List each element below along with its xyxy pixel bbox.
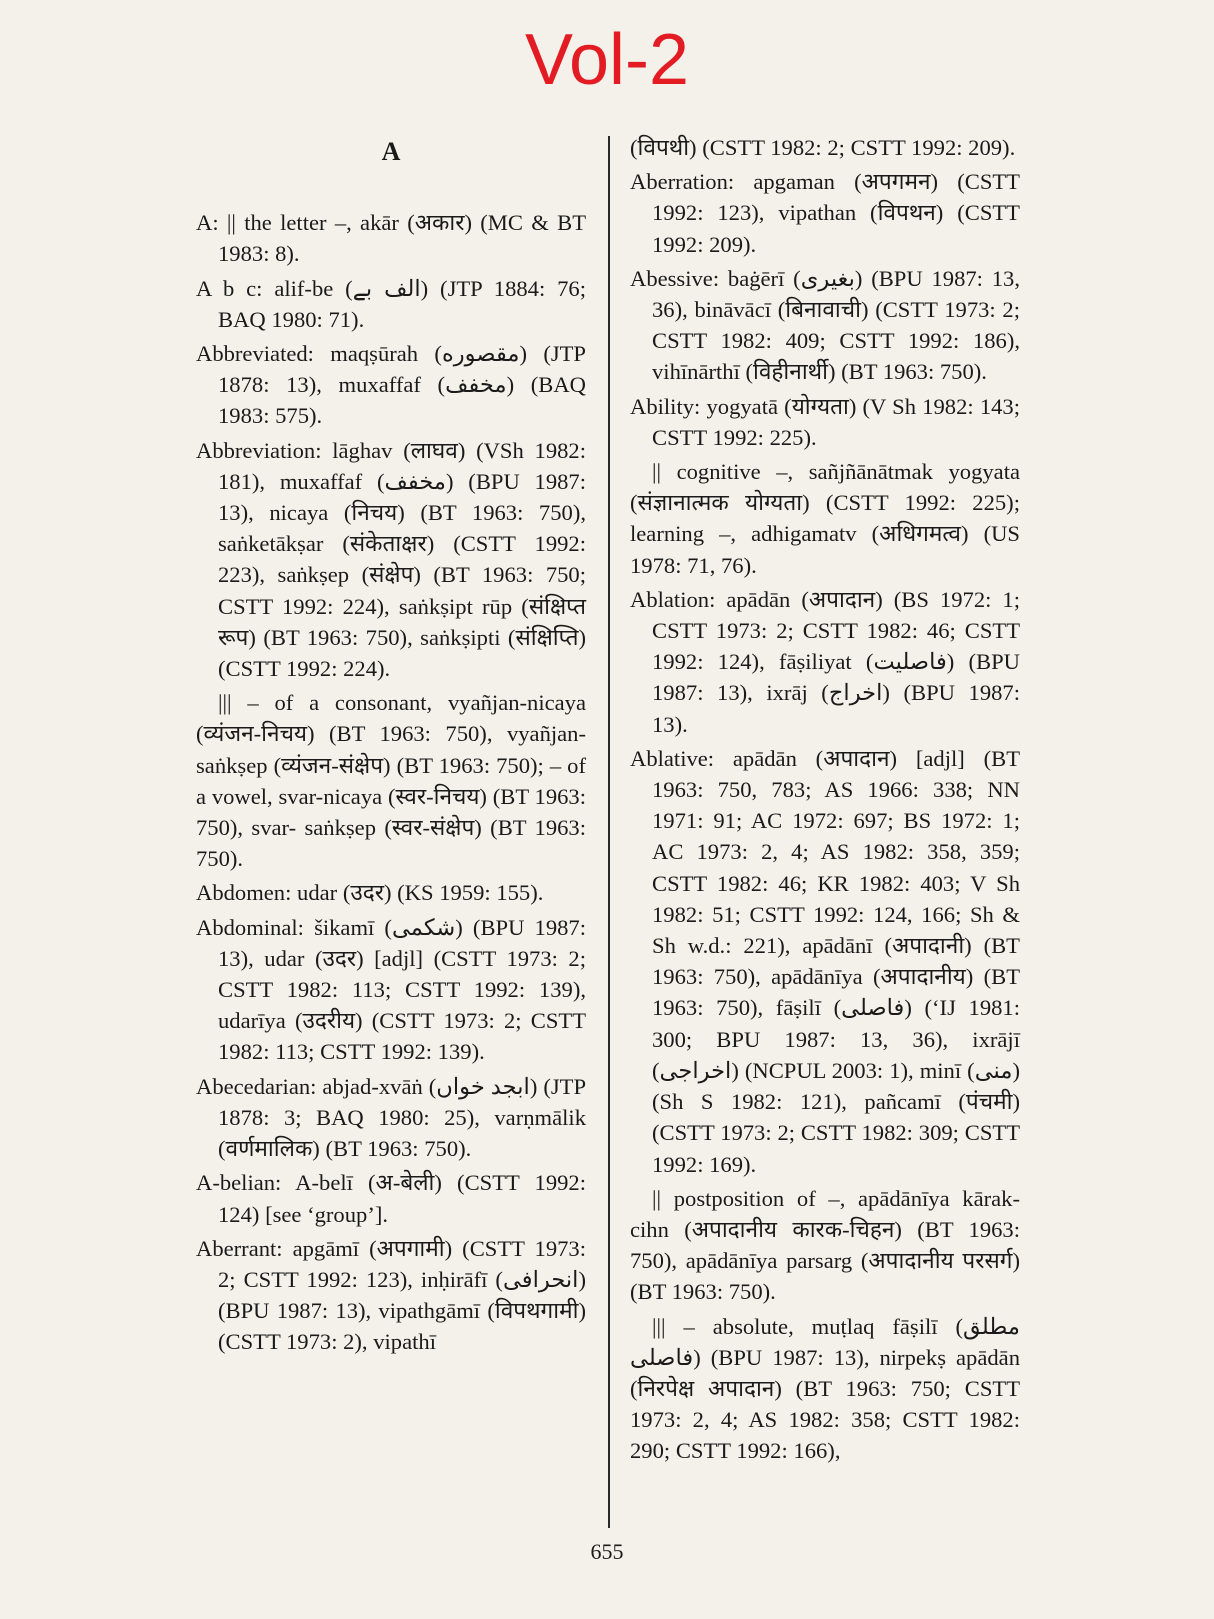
left-column <box>196 132 586 1532</box>
entry-aberrant: Aberrant: apgāmī (अपगामी) (CSTT 1973: 2; CSTT 1992: 123), inḥirāfī (انحرافی) (BPU 1987: 13), vipathgāmī (विपथगामी) (CSTT 1973: 2), vipathī <box>196 1235 586 1355</box>
entry-abbreviation: Abbreviation: lāghav (लाघव) (VSh 1982: 181), muxaffaf (مخفف) (BPU 1987: 13), nicaya (निचय) (BT 1963: 750), saṅketākṣar (संकेताक्षर) (CSTT 1992: 223), saṅkṣep (संक्षेप) (BT 1963: 750; CSTT 1992: 224), saṅkṣipt rūp (संक्षिप्त रूप) (BT 1963: 750), saṅkṣipti (संक्षिप्ति) (CSTT 1992: 224). <box>196 437 586 682</box>
entry-ability: Ability: yogyatā (योग्यता) (V Sh 1982: 143; CSTT 1992: 225). <box>630 393 1020 450</box>
entry-aberration: Aberration: apgaman (अपगमन) (CSTT 1992: 123), vipathan (विपथन) (CSTT 1992: 209). <box>630 169 1020 257</box>
entry-abc: A b c: alif-be (الف بے) (JTP 1884: 76; BAQ 1980: 71). <box>196 275 587 332</box>
entry-a: A: || the letter –, akār (अकार) (MC & BT 1983: 8). <box>196 210 586 267</box>
entry-ablative: Ablative: apādān (अपादान) [adjl] (BT 1963: 750, 783; AS 1966: 338; NN 1971: 91; AC 1972: 697; BS 1972: 1; AC 1973: 2, 4; AS 1982: 358, 359; CSTT 1982: 46; KR 1982: 403; V Sh 1982: 51; CSTT 1992: 124, 166; Sh & Sh w.d.: 221), apādānī (अपादानी) (BT 1963: 750), apādānīya (अपादानीय) (BT 1963: 750), fāṣilī (فاصلی) (‘IJ 1981: 300; BPU 1987: 13, 36), ixrājī (اخراجی) (NCPUL 2003: 1), minī (منی) (Sh S 1982: 121), pañcamī (पंचमी) (CSTT 1973: 2; CSTT 1982: 309; CSTT 1992: 169). <box>630 745 1020 1177</box>
entry-continuation: (विपथी) (CSTT 1982: 2; CSTT 1992: 209). <box>630 135 1016 160</box>
column-divider <box>608 136 610 1528</box>
entry-a-belian: A-belian: A-belī (अ-बेली) (CSTT 1992: 124) [see ‘group’]. <box>196 1170 586 1227</box>
subentry-ablative-postposition: || postposition of –, apādānīya kārak-cihn (अपादानीय कारक-चिहन) (BT 1963: 750), apādānīya parsarg (अपादानीय परसर्ग) (BT 1963: 750). <box>630 1185 1020 1305</box>
entry-abdominal: Abdominal: šikamī (شکمی) (BPU 1987: 13), udar (उदर) [adjl] (CSTT 1973: 2; CSTT 1982: 113; CSTT 1992: 139), udarīya (उदरीय) (CSTT 1973: 2; CSTT 1982: 113; CSTT 1992: 139). <box>196 914 586 1065</box>
entry-abecedarian: Abecedarian: abjad-xvāṅ (ابجد خواں) (JTP 1878: 3; BAQ 1980: 25), varṇmālik (वर्णमालिक) (BT 1963: 750). <box>196 1073 587 1162</box>
section-letter: A <box>381 137 401 166</box>
entry-abdomen: Abdomen: udar (उदर) (KS 1959: 155). <box>196 880 544 906</box>
entry-ablation: Ablation: apādān (अपादान) (BS 1972: 1; CSTT 1973: 2; CSTT 1982: 46; CSTT 1992: 124), fāṣiliyat (فاصلیت) (BPU 1987: 13), ixrāj (اخراج) (BPU 1987: 13). <box>630 586 1021 737</box>
right-column <box>630 132 1020 1532</box>
page-number: 655 <box>590 1539 624 1564</box>
subentry-abbreviation-consonant-vowel: ||| – of a consonant, vyañjan-nicaya (व्यंजन-निचय) (BT 1963: 750), vyañjan-saṅkṣep (व्यंजन-संक्षेप) (BT 1963: 750); – of a vowel, svar-nicaya (स्वर-निचय) (BT 1963: 750), svar- saṅkṣep (स्वर-संक्षेप) (BT 1963: 750). <box>196 690 586 872</box>
volume-label: Vol-2 <box>524 20 690 100</box>
entry-abessive: Abessive: baġērī (بغیری) (BPU 1987: 13, 36), bināvācī (बिनावाची) (CSTT 1973: 2; CSTT 1982: 409; CSTT 1992: 186), vihīnārthī (विहीनार्थी) (BT 1963: 750). <box>630 265 1020 385</box>
subentry-ablative-absolute: ||| – absolute, muṭlaq fāṣilī (مطلق فاصلی) (BPU 1987: 13), nirpekṣ apādān (निरपेक्ष अपादान) (BT 1963: 750; CSTT 1973: 2, 4; AS 1982: 358; CSTT 1982: 290; CSTT 1992: 166), <box>630 1313 1020 1464</box>
entry-abbreviated: Abbreviated: maqṣūrah (مقصوره) (JTP 1878: 13), muxaffaf (مخفف) (BAQ 1983: 575). <box>196 341 587 429</box>
subentry-ability-cognitive-learning: || cognitive –, sañjñānātmak yogyata (संज्ञानात्मक योग्यता) (CSTT 1992: 225); learning –, adhigamatv (अधिगमत्व) (US 1978: 71, 76). <box>630 459 1020 578</box>
